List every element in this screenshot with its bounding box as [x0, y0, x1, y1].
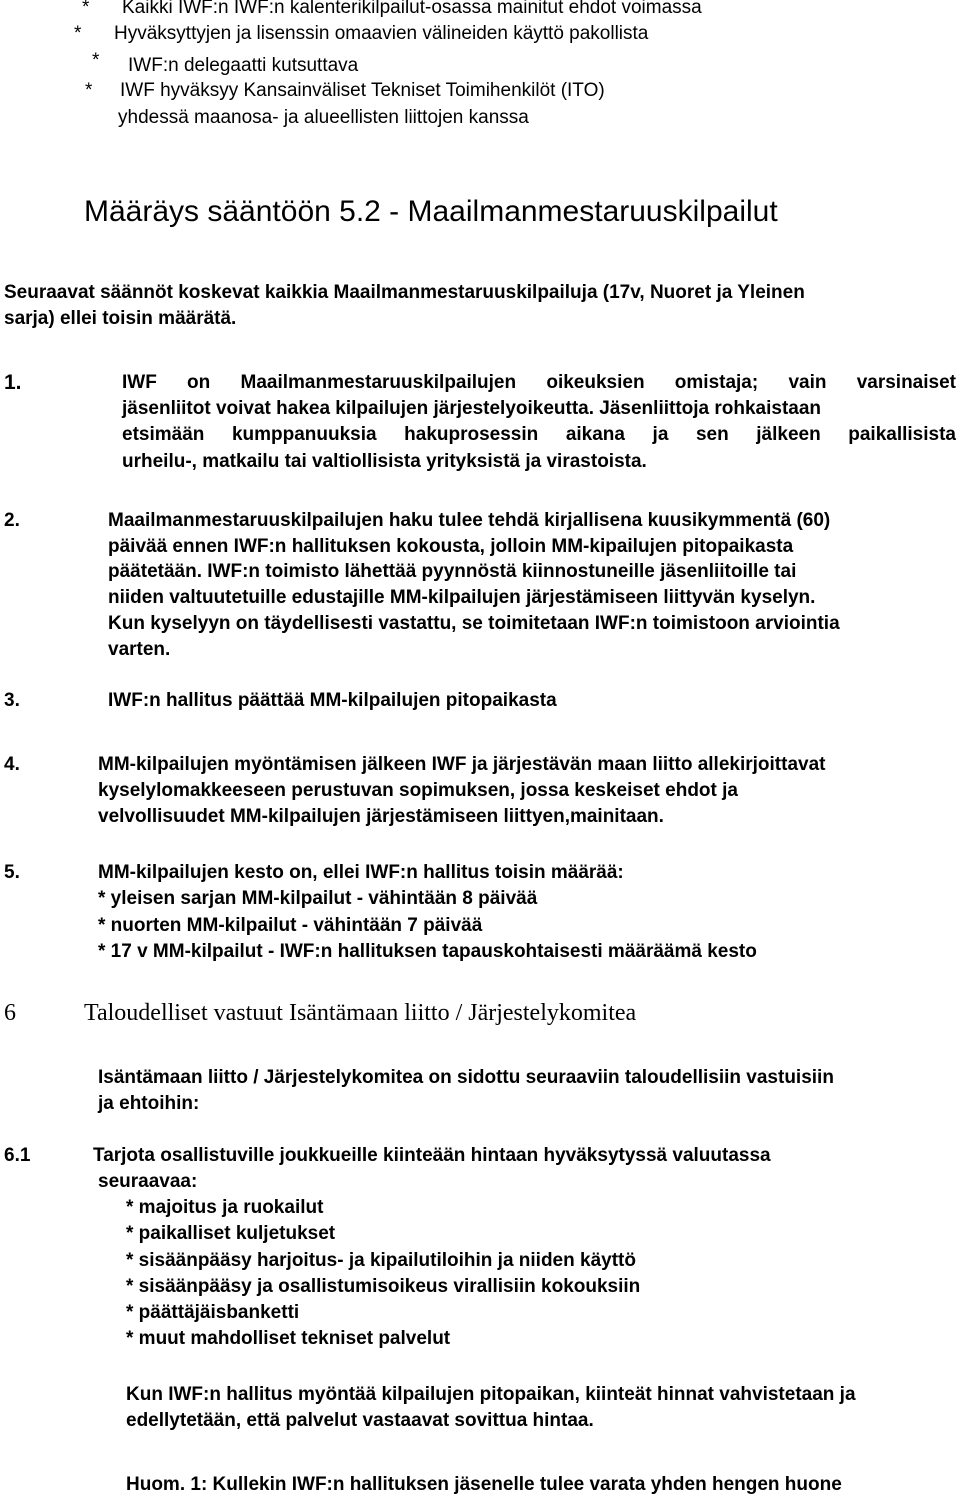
subsection-bullet: * päättäjäisbanketti	[126, 1302, 300, 1323]
top-bullet: *	[74, 23, 82, 44]
section-intro-line: Isäntämaan liitto / Järjestelykomitea on sidottu seuraaviin taloudellisiin vastuisiin	[98, 1067, 834, 1088]
item-line: etsimään kumppanuuksia hakuprosessin aikana ja sen jälkeen paikallisista	[122, 424, 956, 445]
item-line: Maailmanmestaruuskilpailujen haku tulee tehdä kirjallisena kuusikymmentä (60)	[108, 510, 831, 531]
subsection-bullet: * sisäänpääsy harjoitus- ja kipailutiloihin ja niiden käyttö	[126, 1250, 636, 1271]
item-number: 5.	[4, 862, 20, 883]
subsection-bullet: * muut mahdolliset tekniset palvelut	[126, 1328, 451, 1349]
subsection-line: Tarjota osallistuville joukkueille kiinteään hintaan hyväksytyssä valuutassa	[93, 1145, 771, 1166]
item-line: urheilu-, matkailu tai valtiollisista yrityksistä ja virastoista.	[122, 451, 647, 472]
intro-line: sarja) ellei toisin määrätä.	[4, 308, 237, 329]
section-intro-line: ja ehtoihin:	[98, 1093, 200, 1114]
item-line: Kun kyselyyn on täydellisesti vastattu, se toimitetaan IWF:n toimistoon arviointia	[108, 613, 840, 634]
item-line: kyselylomakkeeseen perustuvan sopimuksen, jossa keskeiset ehdot ja	[98, 780, 738, 801]
item-line: jäsenliitot voivat hakea kilpailujen järjestelyoikeutta. Jäsenliittoja rohkaistaan	[122, 398, 822, 419]
subsection-after-line: edellytetään, että palvelut vastaavat sovittua hintaa.	[126, 1410, 594, 1431]
item-number: 4.	[4, 754, 20, 775]
item-number: 3.	[4, 690, 20, 711]
section-heading: Määräys sääntöön 5.2 - Maailmanmestaruuskilpailut	[84, 195, 778, 228]
item-line: velvollisuudet MM-kilpailujen järjestämiseen liittyen,mainitaan.	[98, 806, 664, 827]
subsection-number: 6.1	[4, 1145, 31, 1166]
subsection-bullet: * paikalliset kuljetukset	[126, 1223, 336, 1244]
item-line: päätetään. IWF:n toimisto lähettää pyynnöstä kiinnostuneille jäsenliitoille tai	[108, 561, 797, 582]
item-line: IWF:n hallitus päättää MM-kilpailujen pitopaikasta	[108, 690, 557, 711]
item-number: 2.	[4, 510, 20, 531]
top-line: yhdessä maanosa- ja alueellisten liittojen kanssa	[118, 107, 529, 128]
item-line: * 17 v MM-kilpailut - IWF:n hallituksen tapauskohtaisesti määräämä kesto	[98, 941, 757, 962]
subsection-after-line: Kun IWF:n hallitus myöntää kilpailujen pitopaikan, kiinteät hinnat vahvistetaan ja	[126, 1384, 856, 1405]
top-line: Kaikki IWF:n IWF:n kalenterikilpailut-osassa mainitut ehdot voimassa	[122, 0, 702, 18]
item-line: * yleisen sarjan MM-kilpailut - vähintään 8 päivää	[98, 888, 538, 909]
item-line: varten.	[108, 639, 171, 660]
subsection-bullet: * sisäänpääsy ja osallistumisoikeus virallisiin kokouksiin	[126, 1276, 641, 1297]
section-number: 6	[4, 1000, 16, 1026]
item-number: 1.	[4, 371, 22, 394]
item-line: MM-kilpailujen kesto on, ellei IWF:n hallitus toisin määrää:	[98, 862, 624, 883]
item-line: niiden valtuutetuille edustajille MM-kilpailujen järjestämiseen liittyvän kyselyn.	[108, 587, 816, 608]
item-line: päivää ennen IWF:n hallituksen kokousta, jolloin MM-kipailujen pitopaikasta	[108, 536, 794, 557]
top-line: IWF hyväksyy Kansainväliset Tekniset Toimihenkilöt (ITO)	[120, 80, 605, 101]
top-line: Hyväksyttyjen ja lisenssin omaavien välineiden käyttö pakollista	[114, 23, 649, 44]
item-line: MM-kilpailujen myöntämisen jälkeen IWF ja järjestävän maan liitto allekirjoittavat	[98, 754, 826, 775]
item-line: IWF on Maailmanmestaruuskilpailujen oikeuksien omistaja; vain varsinaiset	[122, 372, 956, 393]
section-title: Taloudelliset vastuut Isäntämaan liitto / Järjestelykomitea	[84, 1000, 637, 1026]
subsection-bullet: * majoitus ja ruokailut	[126, 1197, 324, 1218]
top-bullet: *	[85, 80, 93, 101]
subsection-note: Huom. 1: Kullekin IWF:n hallituksen jäsenelle tulee varata yhden hengen huone	[126, 1474, 842, 1495]
subsection-line: seuraavaa:	[98, 1171, 198, 1192]
intro-line: Seuraavat säännöt koskevat kaikkia Maailmanmestaruuskilpailuja (17v, Nuoret ja Yleinen	[4, 282, 805, 303]
top-bullet: *	[82, 0, 90, 18]
top-line: IWF:n delegaatti kutsuttava	[128, 55, 359, 76]
item-line: * nuorten MM-kilpailut - vähintään 7 päivää	[98, 915, 483, 936]
top-bullet: *	[92, 50, 100, 71]
